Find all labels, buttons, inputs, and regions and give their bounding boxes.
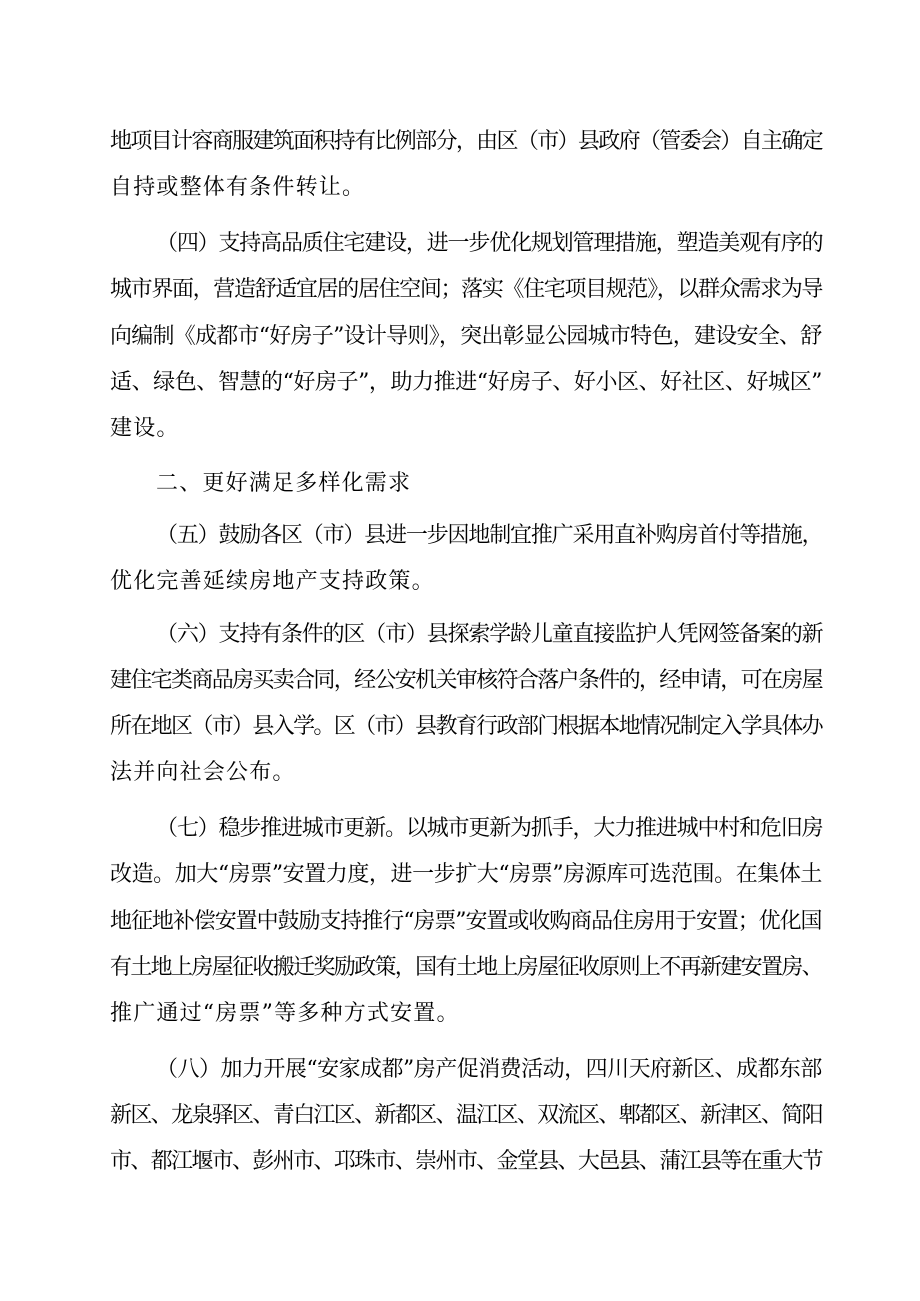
paragraph-line: 优化完善延续房地产支持政策。 bbox=[110, 569, 435, 594]
paragraph-line: 自持或整体有条件转让。 bbox=[110, 175, 366, 200]
paragraph-line: 城市界面，营造舒适宜居的居住空间；落实《住宅项目规范》，以群众需求为导 bbox=[110, 277, 823, 302]
paragraph-line: 向编制《成都市“好房子”设计导则》，突出彰显公园城市特色，建设安全、舒 bbox=[110, 324, 822, 349]
paragraph-line: 建设。 bbox=[110, 416, 180, 441]
paragraph-line: （七）稳步推进城市更新。以城市更新为抓手，大力推进城中村和危旧房 bbox=[156, 816, 823, 841]
paragraph-line: （四）支持高品质住宅建设，进一步优化规划管理措施，塑造美观有序的 bbox=[156, 231, 823, 256]
paragraph-line: 改造。加大“房票”安置力度，进一步扩大“房票”房源库可选范围。在集体土 bbox=[110, 862, 822, 887]
paragraph-line: 地征地补偿安置中鼓励支持推行“房票”安置或收购商品住房用于安置；优化国 bbox=[110, 909, 822, 934]
paragraph-line: 适、绿色、智慧的“好房子”，助力推进“好房子、好小区、好社区、好城区” bbox=[110, 370, 822, 395]
paragraph-line: （六）支持有条件的区（市）县探索学龄儿童直接监护人凭网签备案的新 bbox=[156, 622, 823, 647]
paragraph-line: 推广通过“房票”等多种方式安置。 bbox=[110, 1001, 460, 1026]
paragraph-line: （五）鼓励各区（市）县进一步因地制宜推广采用直补购房首付等措施， bbox=[156, 523, 823, 548]
paragraph-line: 所在地区（市）县入学。区（市）县教育行政部门根据本地情况制定入学具体办 bbox=[110, 714, 823, 739]
paragraph-line: 建住宅类商品房买卖合同，经公安机关审核符合落户条件的，经申请，可在房屋 bbox=[110, 668, 823, 693]
paragraph-line: 市、都江堰市、彭州市、邛珠市、崇州市、金堂县、大邑县、蒲江县等在重大节 bbox=[110, 1149, 823, 1174]
paragraph-line: 新区、龙泉驿区、青白江区、新都区、温江区、双流区、郫都区、新津区、简阳 bbox=[110, 1103, 823, 1128]
paragraph-line: （八）加力开展“安家成都”房产促消费活动，四川天府新区、成都东部 bbox=[156, 1057, 822, 1082]
paragraph-line: 法并向社会公布。 bbox=[110, 760, 296, 785]
paragraph-line: 有土地上房屋征收搬迁奖励政策，国有土地上房屋征收原则上不再新建安置房、 bbox=[110, 955, 823, 980]
section-heading: 二、更好满足多样化需求 bbox=[156, 471, 412, 496]
paragraph-line: 地项目计容商服建筑面积持有比例部分，由区（市）县政府（管委会）自主确定 bbox=[110, 129, 823, 154]
